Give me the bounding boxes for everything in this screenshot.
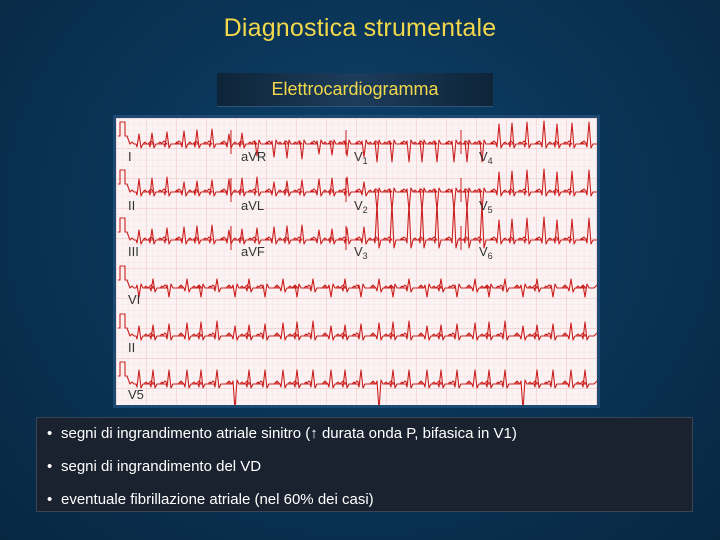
bullet-marker: • [47,491,53,508]
bullet-text: segni di ingrandimento del VD [61,458,262,475]
lead-label-aVF: aVF [241,244,265,259]
lead-label-II: II [128,198,136,213]
lead-label-V1: $V_1$ [354,149,368,166]
ecg-tracing [116,118,597,405]
lead-label-V4: $V_4$ [479,149,493,166]
ecg-image [113,115,600,408]
lead-label-rhythm-VI: VI [128,292,141,307]
bullet-item [47,457,682,477]
findings-box [36,417,693,512]
bullet-text: eventuale fibrillazione atriale (nel 60% dei casi) [61,491,374,508]
lead-label-rhythm-V5: V5 [128,387,144,402]
lead-label-aVR: aVR [241,149,267,164]
lead-label-V2: $V_2$ [354,198,368,215]
subtitle-text: Elettrocardiogramma [271,79,439,99]
bullet-item [47,424,682,444]
lead-label-III: III [128,244,139,259]
bullet-text: segni di ingrandimento atriale sinitro (↑ durata onda P, bifasica in V1) [61,425,517,442]
lead-label-rhythm-II: II [128,340,136,355]
lead-label-I: I [128,149,132,164]
lead-label-V3: $V_3$ [354,244,368,261]
slide-title: Diagnostica strumentale [223,14,497,42]
bullet-item [47,490,682,510]
subtitle-banner [217,73,493,107]
lead-label-aVL: aVL [241,198,265,213]
bullet-marker: • [47,458,53,475]
lead-label-V6: $V_6$ [479,244,493,261]
bullet-marker: • [47,425,53,442]
lead-label-V5: $V_5$ [479,198,493,215]
